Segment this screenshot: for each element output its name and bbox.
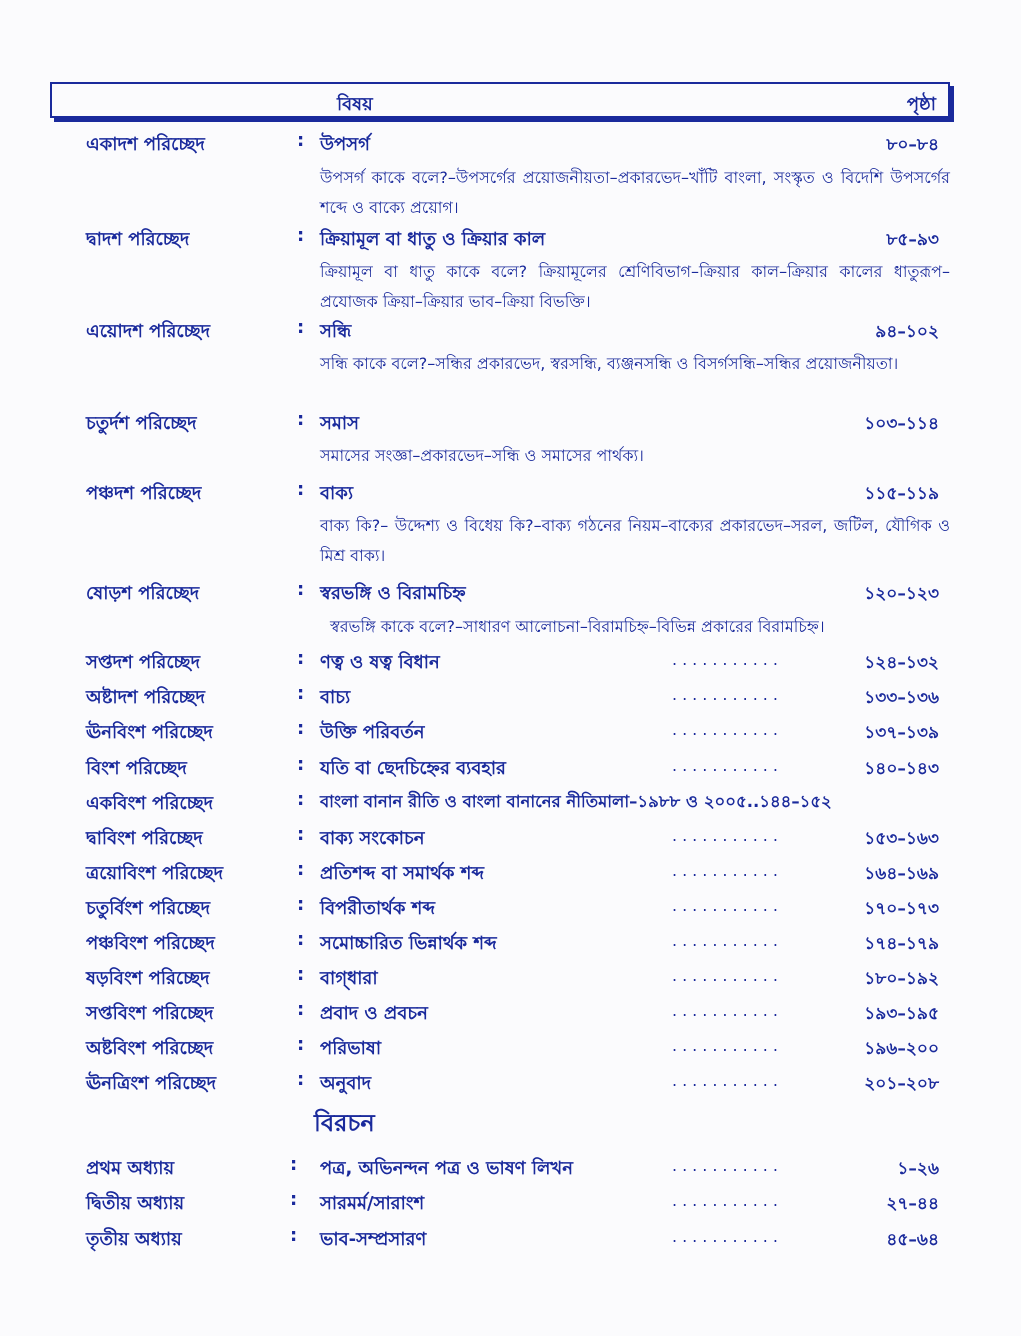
separator: : <box>297 999 305 1020</box>
entry-description: উপসর্গ কাকে বলে?–উপসর্গের প্রয়োজনীয়তা–প্রকারভেদ–খাঁটি বাংলা, সংস্কৃত ও বিদেশি উপসর্গের শব্দে ও বাক্যে প্রয়োগ। <box>320 168 950 217</box>
separator: : <box>297 929 305 950</box>
entry-title: বাক্য <box>320 483 354 504</box>
chapter-label: ষোড়শ পরিচ্ছেদ <box>86 583 200 604</box>
toc-entry <box>0 646 1021 676</box>
chapter-label: দ্বাদশ পরিচ্ছেদ <box>86 229 190 250</box>
toc-entry <box>0 223 1021 253</box>
entry-title: সমোচ্চারিত ভিন্নার্থক শব্দ <box>320 933 497 954</box>
chapter-label: পঞ্চবিংশ পরিচ্ছেদ <box>86 933 215 954</box>
toc-entry <box>0 1067 1021 1097</box>
chapter-label: পঞ্চদশ পরিচ্ছেদ <box>86 483 202 504</box>
toc-entry <box>0 577 1021 607</box>
page-range: ৮০–৮৪ <box>886 135 939 155</box>
separator: : <box>297 683 305 704</box>
section-heading: বিরচন <box>314 1109 375 1137</box>
chapter-label: ত্রয়োবিংশ পরিচ্ছেদ <box>86 863 224 884</box>
dot-leader: ........... <box>672 1071 783 1090</box>
entry-description: সন্ধি কাকে বলে?–সন্ধির প্রকারভেদ, স্বরসন্ধি, ব্যঞ্জনসন্ধি ও বিসর্গসন্ধি–সন্ধির প্রয়োজনীয়তা। <box>320 354 899 373</box>
page-range: ৪৫–৬৪ <box>886 1230 939 1250</box>
entry-description: স্বরভঙ্গি কাকে বলে?–সাধারণ আলোচনা–বিরামচিহ্ন–বিভিন্ন প্রকারের বিরামচিহ্ন। <box>330 617 825 636</box>
separator: : <box>290 1189 298 1210</box>
separator: : <box>290 1154 298 1175</box>
dot-leader: ........... <box>672 966 783 985</box>
dot-leader: ........... <box>672 861 783 880</box>
chapter-label: চতুর্দশ পরিচ্ছেদ <box>86 413 197 434</box>
entry-title: ণত্ব ও ষত্ব বিধান <box>320 652 440 673</box>
chapter-label: ষড়বিংশ পরিচ্ছেদ <box>86 968 210 989</box>
chapter-label: তৃতীয় অধ্যায় <box>86 1229 182 1250</box>
entry-title: বাংলা বানান রীতি ও বাংলা বানানের নীতিমালা–১৯৮৮ ও ২০০৫..১৪৪–১৫২ <box>320 792 832 811</box>
toc-entry <box>0 892 1021 922</box>
chapter-label: একাদশ পরিচ্ছেদ <box>86 134 205 155</box>
separator: : <box>297 1069 305 1090</box>
chapter-label: অষ্টবিংশ পরিচ্ছেদ <box>86 1038 214 1059</box>
separator: : <box>297 648 305 669</box>
entry-title: যতি বা ছেদচিহ্নের ব্যবহার <box>320 758 506 779</box>
page-range: ২০১–২০৮ <box>864 1074 939 1094</box>
toc-entry <box>0 1187 1021 1217</box>
toc-entry <box>0 752 1021 782</box>
toc-entry <box>0 822 1021 852</box>
dot-leader: ........... <box>672 685 783 704</box>
separator: : <box>297 409 305 430</box>
toc-entry <box>0 857 1021 887</box>
dot-leader: ........... <box>672 1227 783 1246</box>
page-range: ৯৪–১০২ <box>875 322 939 342</box>
entry-title: উক্তি পরিবর্তন <box>320 722 425 743</box>
entry-title: অনুবাদ <box>320 1073 372 1094</box>
page-range: ১৭০–১৭৩ <box>864 899 939 919</box>
toc-entry <box>0 1152 1021 1182</box>
toc-entry <box>0 997 1021 1027</box>
page-column-label: পৃষ্ঠা <box>906 94 936 115</box>
chapter-label: দ্বাবিংশ পরিচ্ছেদ <box>86 828 203 849</box>
separator: : <box>297 824 305 845</box>
separator: : <box>297 579 305 600</box>
separator: : <box>297 789 305 810</box>
chapter-label: এয়োদশ পরিচ্ছেদ <box>86 321 211 342</box>
toc-entry <box>0 407 1021 437</box>
entry-title: সন্ধি <box>320 321 352 342</box>
toc-entry <box>0 927 1021 957</box>
entry-title: সারমর্ম/সারাংশ <box>320 1193 425 1214</box>
page-range: ১১৫–১১৯ <box>864 484 939 504</box>
chapter-label: প্রথম অধ্যায় <box>86 1158 175 1179</box>
separator: : <box>297 479 305 500</box>
chapter-label: দ্বিতীয় অধ্যায় <box>86 1193 185 1214</box>
separator: : <box>297 964 305 985</box>
dot-leader: ........... <box>672 1036 783 1055</box>
page-range: ১৩৩–১৩৬ <box>864 688 939 708</box>
toc-entry <box>0 962 1021 992</box>
entry-title: সমাস <box>320 413 359 434</box>
separator: : <box>297 1034 305 1055</box>
dot-leader: ........... <box>672 826 783 845</box>
chapter-label: ঊনত্রিংশ পরিচ্ছেদ <box>86 1073 217 1094</box>
separator: : <box>297 225 305 246</box>
toc-entry <box>0 128 1021 158</box>
page-range: ১৯৬–২০০ <box>864 1039 939 1059</box>
dot-leader: ........... <box>672 756 783 775</box>
entry-title: ভাব-সম্প্রসারণ <box>320 1229 427 1250</box>
dot-leader: ........... <box>672 650 783 669</box>
chapter-label: অষ্টাদশ পরিচ্ছেদ <box>86 687 205 708</box>
page-range: ১৩৭–১৩৯ <box>864 723 939 743</box>
toc-entry <box>0 1223 1021 1253</box>
chapter-label: সপ্তবিংশ পরিচ্ছেদ <box>86 1003 214 1024</box>
table-header <box>50 82 950 118</box>
toc-entry <box>0 681 1021 711</box>
entry-title: বাচ্য <box>320 687 351 708</box>
entry-title: বাগ্‌ধারা <box>320 968 378 989</box>
separator: : <box>297 894 305 915</box>
page-range: ১৪০–১৪৩ <box>864 759 939 779</box>
entry-description: সমাসের সংজ্ঞা–প্রকারভেদ–সন্ধি ও সমাসের পার্থক্য। <box>320 446 644 465</box>
page-range: ১৭৪–১৭৯ <box>864 934 939 954</box>
separator: : <box>297 754 305 775</box>
entry-title: স্বরভঙ্গি ও বিরামচিহ্ন <box>320 583 466 604</box>
entry-title: উপসর্গ <box>320 134 370 155</box>
entry-title: পরিভাষা <box>320 1038 382 1059</box>
separator: : <box>297 859 305 880</box>
page-range: ৮৫–৯৩ <box>886 230 939 250</box>
entry-description: ক্রিয়ামূল বা ধাতু কাকে বলে? ক্রিয়ামূলের শ্রেণিবিভাগ–ক্রিয়ার কাল–ক্রিয়ার কালের ধাতুরূপ–প্রযোজক ক্রিয়া–ক্রিয়ার ভাব–ক্রিয়া বিভক্তি। <box>320 262 950 311</box>
dot-leader: ........... <box>672 931 783 950</box>
page-range: ১২০–১২৩ <box>864 584 939 604</box>
chapter-label: সপ্তদশ পরিচ্ছেদ <box>86 652 201 673</box>
separator: : <box>297 130 305 151</box>
separator: : <box>290 1225 298 1246</box>
entry-title: প্রবাদ ও প্রবচন <box>320 1003 428 1024</box>
toc-entry <box>0 716 1021 746</box>
page-range: ১০৩–১১৪ <box>864 414 939 434</box>
page-range: ১৫৩–১৬৩ <box>864 829 939 849</box>
chapter-label: চতুর্বিংশ পরিচ্ছেদ <box>86 898 211 919</box>
page-range: ২৭–৪৪ <box>886 1194 939 1214</box>
chapter-label: একবিংশ পরিচ্ছেদ <box>86 793 214 814</box>
entry-title: বাক্য সংকোচন <box>320 828 425 849</box>
toc-entry <box>0 315 1021 345</box>
topic-column-label: বিষয় <box>337 94 373 115</box>
dot-leader: ........... <box>672 1191 783 1210</box>
chapter-label: ঊনবিংশ পরিচ্ছেদ <box>86 722 213 743</box>
separator: : <box>297 718 305 739</box>
entry-title: প্রতিশব্দ বা সমার্থক শব্দ <box>320 863 485 884</box>
entry-title: ক্রিয়ামূল বা ধাতু ও ক্রিয়ার কাল <box>320 229 546 250</box>
entry-title: পত্র, অভিনন্দন পত্র ও ভাষণ লিখন <box>320 1158 573 1179</box>
page-range: ১৬৪–১৬৯ <box>864 864 939 884</box>
dot-leader: ........... <box>672 1156 783 1175</box>
dot-leader: ........... <box>672 896 783 915</box>
page-range: ১২৪–১৩২ <box>864 653 939 673</box>
page-range: ১৯৩–১৯৫ <box>864 1004 939 1024</box>
toc-entry <box>0 477 1021 507</box>
entry-description: বাক্য কি?– উদ্দেশ্য ও বিধেয় কি?–বাক্য গঠনের নিয়ম–বাক্যের প্রকারভেদ–সরল, জটিল, যৌগিক ও মিশ্র বাক্য। <box>320 516 950 565</box>
page-range: ১–২৬ <box>897 1159 939 1179</box>
toc-entry <box>0 787 1021 817</box>
chapter-label: বিংশ পরিচ্ছেদ <box>86 758 187 779</box>
toc-entry <box>0 1032 1021 1062</box>
dot-leader: ........... <box>672 720 783 739</box>
page-range: ১৮০–১৯২ <box>864 969 939 989</box>
separator: : <box>297 317 305 338</box>
dot-leader: ........... <box>672 1001 783 1020</box>
entry-title: বিপরীতার্থক শব্দ <box>320 898 435 919</box>
